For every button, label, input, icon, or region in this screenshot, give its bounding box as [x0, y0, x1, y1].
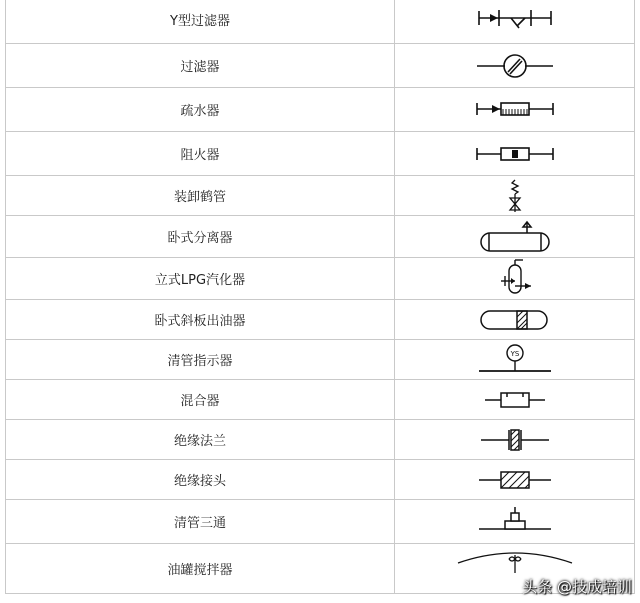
mixer-icon: [395, 380, 635, 420]
steam-trap-icon: [395, 88, 635, 132]
symbol-name: 立式LPG汽化器: [6, 258, 395, 300]
filter-icon: [395, 44, 635, 88]
symbol-table: [5, 0, 635, 594]
symbol-name: Y型过滤器: [6, 0, 395, 44]
table-row: [6, 258, 635, 300]
table-row: [6, 340, 635, 380]
y-strainer-icon: [395, 0, 635, 44]
watermark: 头条 @技成培训: [522, 578, 632, 596]
table-row: [6, 44, 635, 88]
symbol-name: 清管指示器: [6, 340, 395, 380]
loading-arm-icon: [395, 176, 635, 216]
symbol-name: 绝缘接头: [6, 460, 395, 500]
symbol-name: 绝缘法兰: [6, 420, 395, 460]
insulating-joint-icon: [395, 460, 635, 500]
symbol-name: 油罐搅拌器: [6, 544, 395, 594]
horizontal-inclined-plate-oil-separator-icon: [395, 300, 635, 340]
symbol-name: 卧式分离器: [6, 216, 395, 258]
pigging-tee-icon: [395, 500, 635, 544]
symbol-name: 混合器: [6, 380, 395, 420]
symbol-name: 装卸鹤管: [6, 176, 395, 216]
table-row: [6, 88, 635, 132]
table-row: [6, 216, 635, 258]
symbol-name: 过滤器: [6, 44, 395, 88]
pig-indicator-icon: [395, 340, 635, 380]
flame-arrester-icon: [395, 132, 635, 176]
table-row: [6, 300, 635, 340]
insulating-flange-icon: [395, 420, 635, 460]
table-row: [6, 176, 635, 216]
symbol-name: 卧式斜板出油器: [6, 300, 395, 340]
symbol-name: 清管三通: [6, 500, 395, 544]
table-row: [6, 380, 635, 420]
symbol-name: 疏水器: [6, 88, 395, 132]
horizontal-separator-icon: [395, 216, 635, 258]
symbol-name: 阻火器: [6, 132, 395, 176]
table-row: [6, 132, 635, 176]
table-row: [6, 420, 635, 460]
vertical-lpg-vaporizer-icon: [395, 258, 635, 300]
pig-indicator-label: YS: [510, 349, 519, 358]
table-row: [6, 500, 635, 544]
table-row: [6, 0, 635, 44]
table-row: [6, 460, 635, 500]
